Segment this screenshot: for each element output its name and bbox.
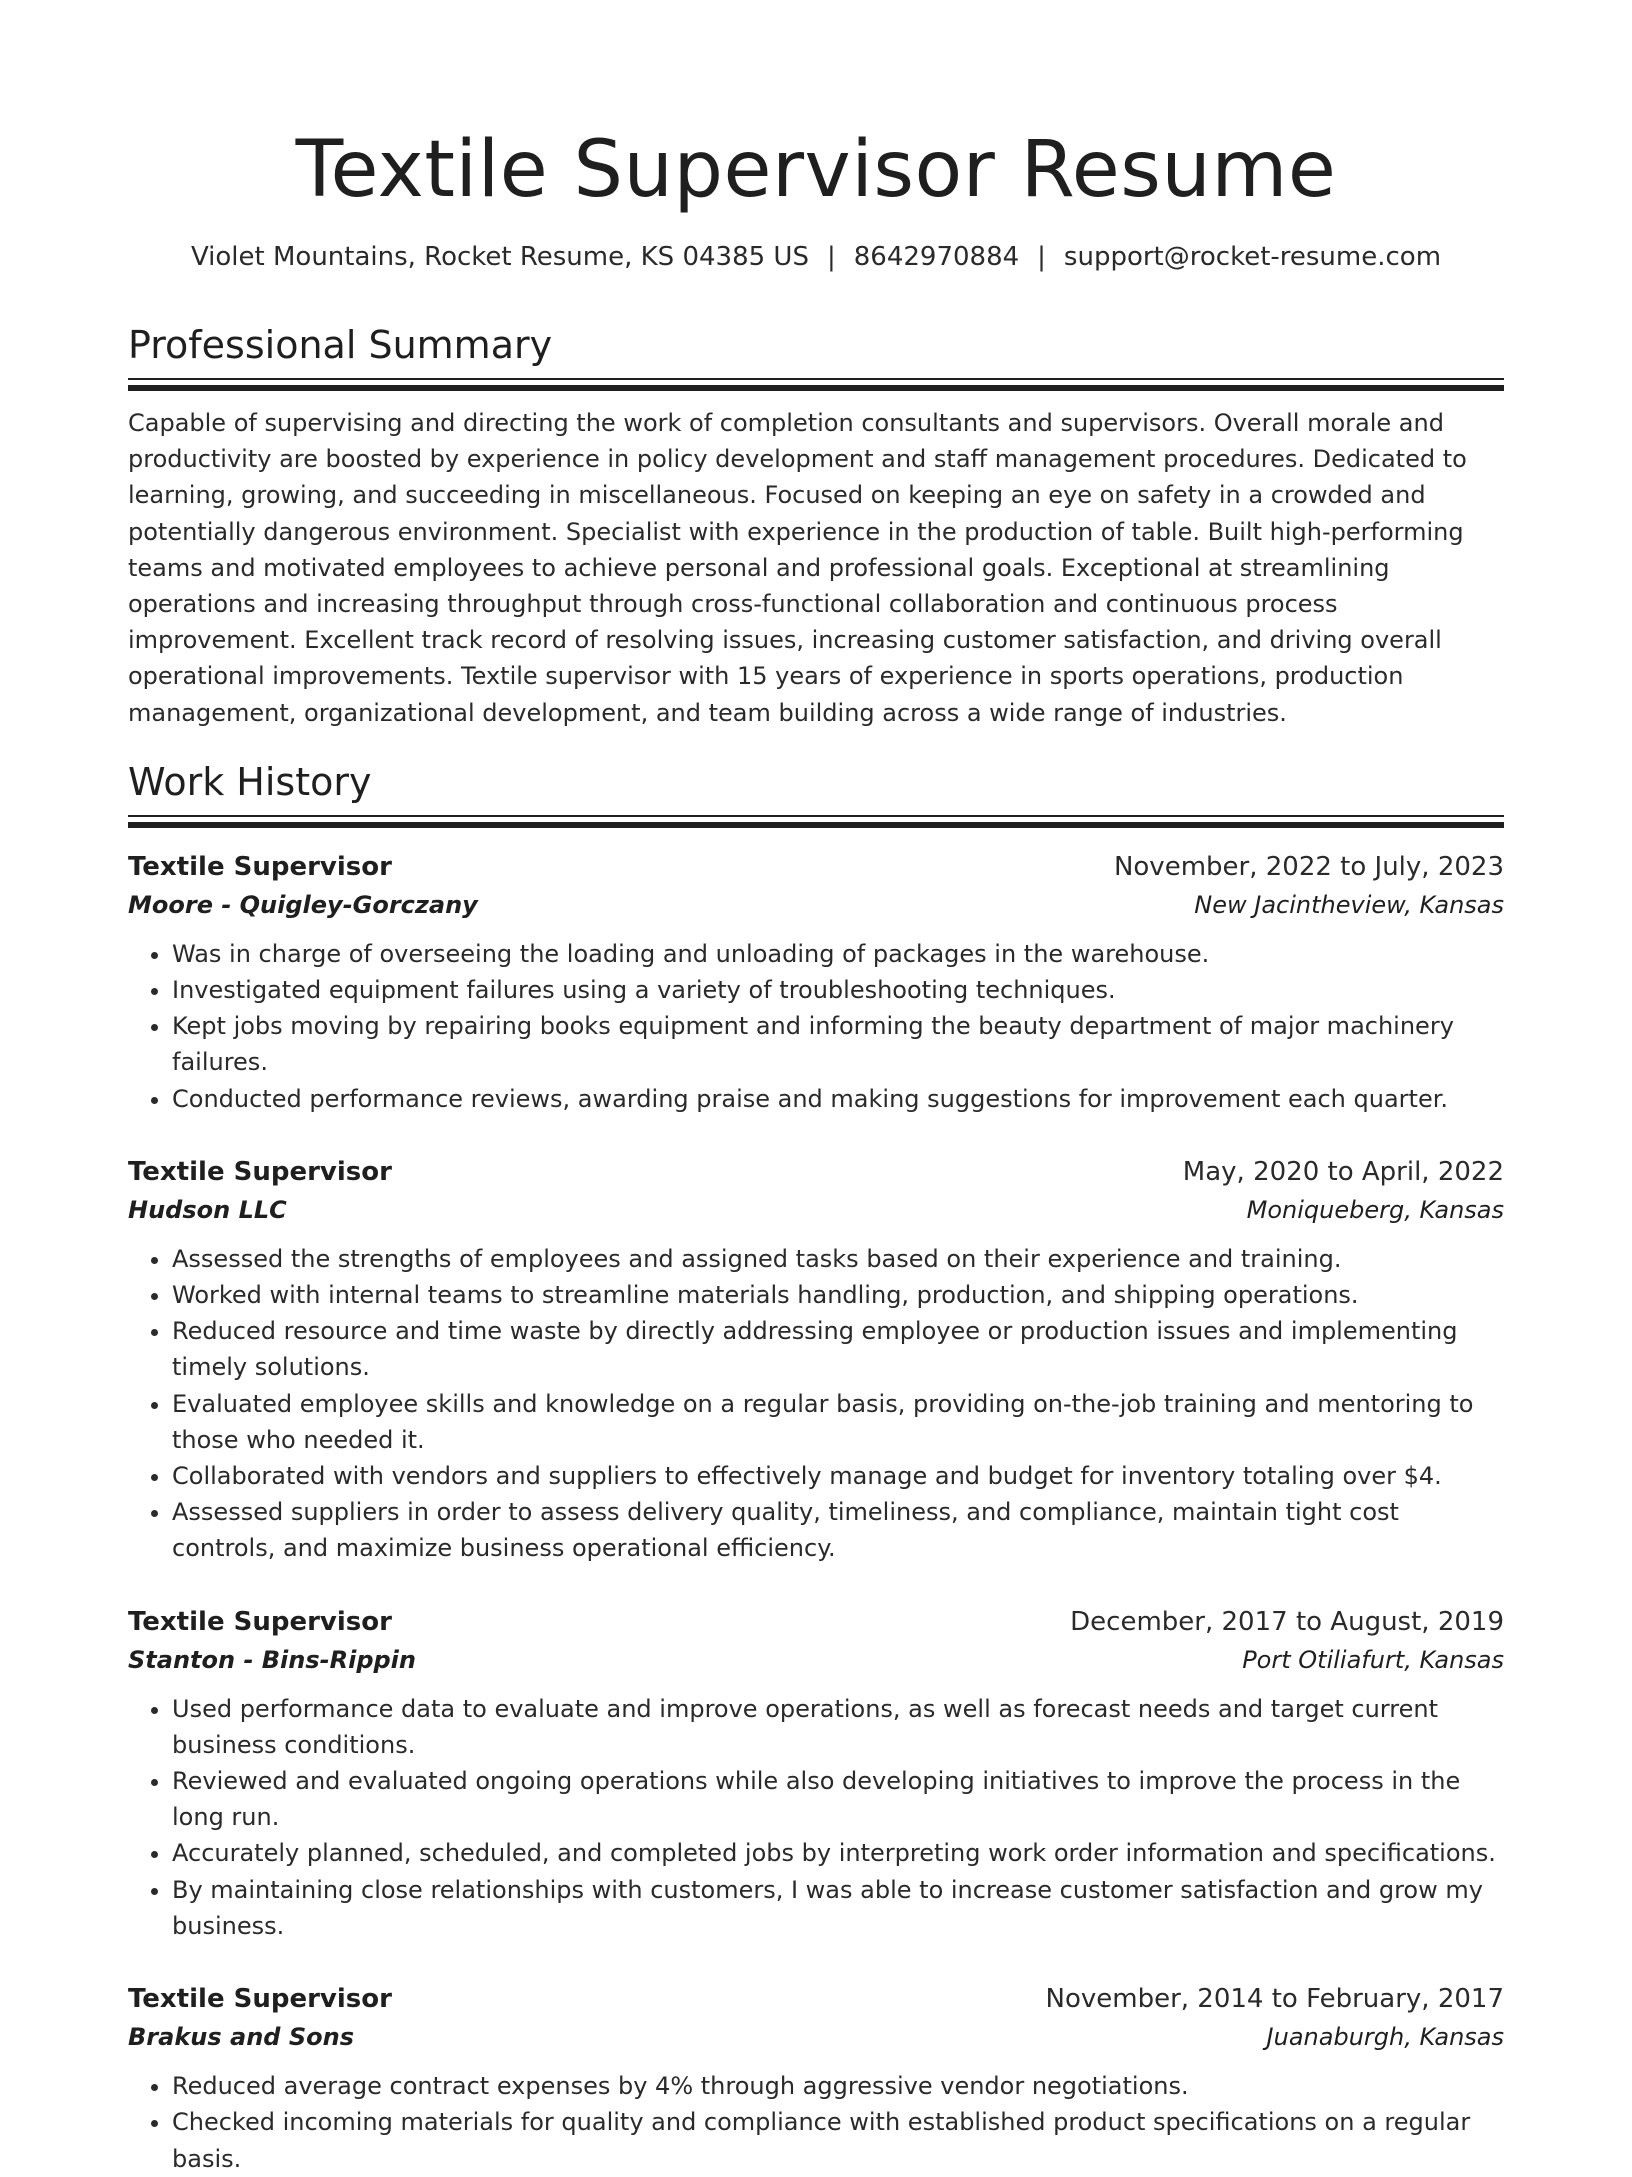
job-bullets	[128, 1691, 1504, 1944]
job-bullet: • Accurately planned, scheduled, and completed jobs by interpreting work order information and specifications.	[172, 1835, 1504, 1871]
resume-name: Textile Supervisor Resume	[295, 125, 1337, 215]
job-dates: November, 2014 to February, 2017	[1045, 1984, 1504, 2015]
job-location: Moniqueberg, Kansas	[1246, 1195, 1504, 1224]
contact-separator: |	[1037, 242, 1046, 272]
section-divider	[128, 815, 1504, 828]
job-entry	[128, 1153, 1504, 1567]
job-location: Juanaburgh, Kansas	[1266, 2023, 1504, 2052]
job-bullet: • Checked incoming materials for quality and compliance with established product specifications on a regular basis.	[172, 2104, 1504, 2176]
job-bullet: • Conducted performance reviews, awarding praise and making suggestions for improvement each quarter.	[172, 1081, 1504, 1117]
job-title: Textile Supervisor	[128, 1156, 392, 1187]
contact-phone: 8642970884	[853, 242, 1020, 272]
contact-line	[128, 240, 1504, 274]
job-dates: May, 2020 to April, 2022	[1182, 1156, 1504, 1187]
work-history-section	[128, 759, 1504, 2177]
job-company: Stanton - Bins-Rippin	[128, 1645, 416, 1674]
contact-separator: |	[826, 242, 836, 272]
job-bullet: • Evaluated employee skills and knowledge on a regular basis, providing on-the-job training and mentoring to those who needed it.	[172, 1386, 1504, 1458]
section-title-summary: Professional Summary	[128, 323, 553, 367]
job-title: Textile Supervisor	[128, 851, 392, 882]
job-bullet: • Kept jobs moving by repairing books equipment and informing the beauty department of major machinery failures.	[172, 1008, 1504, 1080]
job-bullet: • Assessed suppliers in order to assess delivery quality, timeliness, and compliance, maintain tight cost controls, and maximize business operational efficiency.	[172, 1494, 1504, 1566]
job-bullet: • Assessed the strengths of employees and assigned tasks based on their experience and training.	[172, 1241, 1504, 1277]
job-company: Hudson LLC	[128, 1195, 287, 1224]
job-location: New Jacintheview, Kansas	[1194, 890, 1504, 919]
job-company: Moore - Quigley-Gorczany	[128, 890, 478, 919]
job-location: Port Otiliafurt, Kansas	[1242, 1645, 1504, 1674]
professional-summary-section	[128, 322, 1504, 731]
section-title-work-history: Work History	[128, 759, 372, 804]
job-bullets	[128, 1241, 1504, 1567]
job-bullet: • Reduced resource and time waste by directly addressing employee or production issues and implementing timely solutions.	[172, 1313, 1504, 1385]
job-bullets	[128, 2068, 1504, 2177]
job-bullet: • Investigated equipment failures using a variety of troubleshooting techniques.	[172, 972, 1504, 1008]
job-bullet: • Used performance data to evaluate and improve operations, as well as forecast needs and target current business conditions.	[172, 1691, 1504, 1763]
job-bullet: • Collaborated with vendors and suppliers to effectively manage and budget for inventory totaling over $4.	[172, 1458, 1504, 1494]
job-company: Brakus and Sons	[128, 2023, 354, 2052]
job-bullet: • Reduced average contract expenses by 4% through aggressive vendor negotiations.	[172, 2068, 1504, 2104]
section-divider	[128, 378, 1504, 391]
job-dates: December, 2017 to August, 2019	[1070, 1606, 1504, 1637]
job-entry	[128, 1980, 1504, 2177]
summary-text: Capable of supervising and directing the work of completion consultants and supervisors. Overall morale and productivity are boosted by experience in policy development and staff management procedures. Dedicated to learning, growing, and succeeding in miscellaneous. Focused on keeping an eye on safety in a crowded and potentially dangerous environment. Specialist with experience in the production of table. Built high-performing teams and motivated employees to achieve personal and professional goals. Exceptional at streamlining operations and increasing throughput through cross-functional collaboration and continuous process improvement. Excellent track record of resolving issues, increasing customer satisfaction, and driving overall operational improvements. Textile supervisor with 15 years of experience in sports operations, production management, organizational development, and team building across a wide range of industries.	[128, 409, 1467, 727]
job-dates: November, 2022 to July, 2023	[1113, 851, 1504, 882]
job-title: Textile Supervisor	[128, 1606, 392, 1637]
job-entry	[128, 1603, 1504, 1944]
job-entry	[128, 848, 1504, 1117]
job-bullet: • Worked with internal teams to streamline materials handling, production, and shipping operations.	[172, 1277, 1504, 1313]
job-title: Textile Supervisor	[128, 1984, 392, 2015]
contact-email: support@rocket-resume.com	[1063, 242, 1442, 272]
job-bullet: • Reviewed and evaluated ongoing operations while also developing initiatives to improve the process in the long run.	[172, 1763, 1504, 1835]
job-bullet: • By maintaining close relationships with customers, I was able to increase customer satisfaction and grow my business.	[172, 1872, 1504, 1944]
contact-address: Violet Mountains, Rocket Resume, KS 04385 US	[190, 242, 809, 272]
job-bullets	[128, 936, 1504, 1117]
job-bullet: • Was in charge of overseeing the loading and unloading of packages in the warehouse.	[172, 936, 1504, 972]
